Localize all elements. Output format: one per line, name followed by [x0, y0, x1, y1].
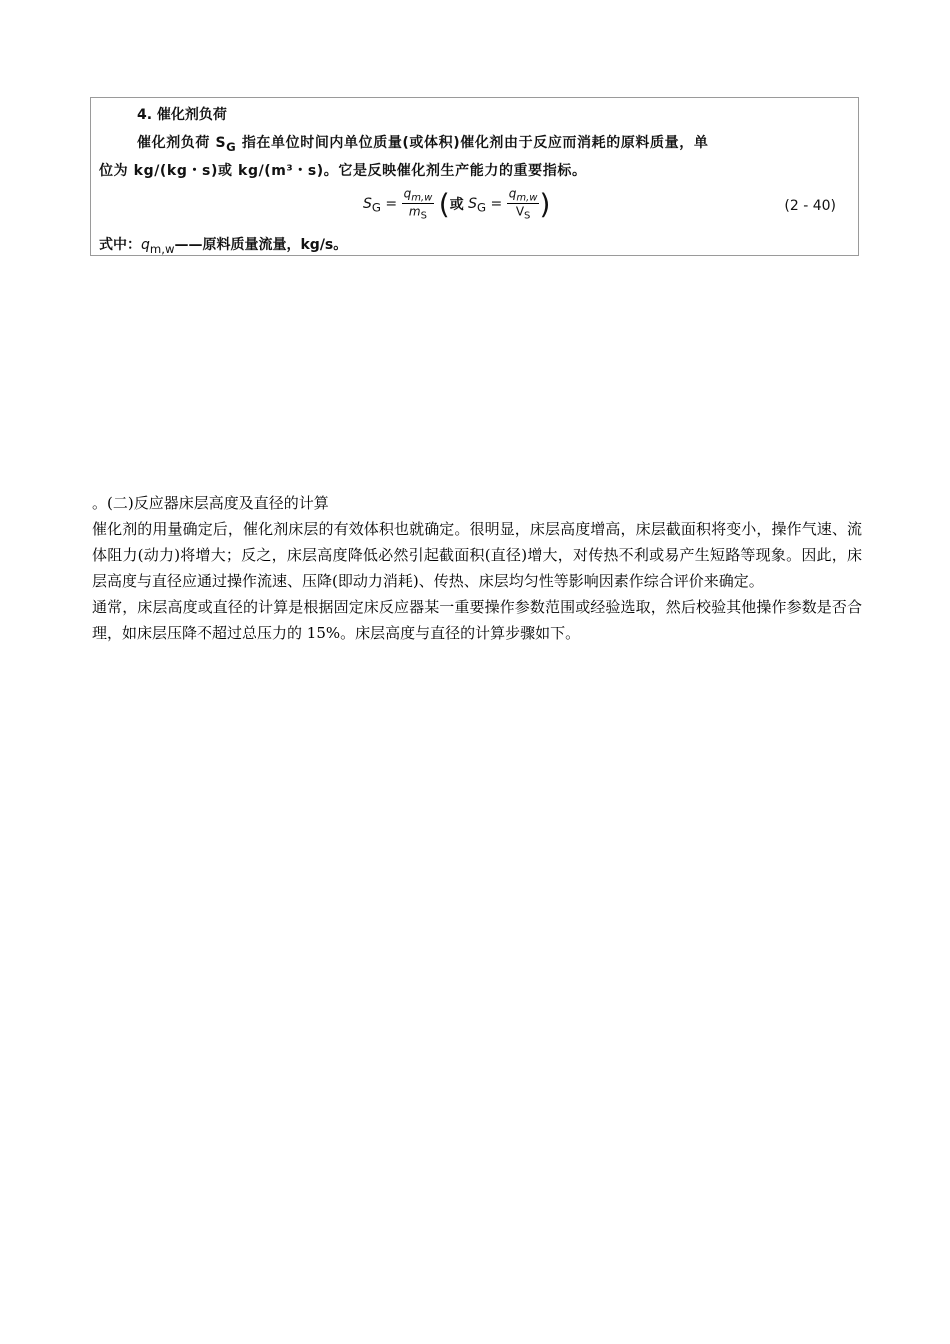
equation-number: (2 - 40) — [784, 198, 836, 214]
numerator-2-subscript: m,w — [516, 192, 538, 204]
numerator-subscript: m,w — [411, 192, 433, 204]
section-title: 。(二)反应器床层高度及直径的计算 — [92, 494, 329, 512]
formula-or: 或 — [449, 196, 464, 213]
fraction-denominator — [402, 204, 435, 221]
paragraph-1: 催化剂的用量确定后，催化剂床层的有效体积也就确定。很明显，床层高度增高，床层截面积将变小，操作气速、流体阻力(动力)将增大；反之，床层高度降低必然引起截面积(直径)增大，对传热不利或易产生短路等现象。因此，床层高度与直径应通过操作流速、压降(即动力消耗)、传热、床层均匀性等影响因素作综合评价来确定。 — [92, 520, 862, 590]
formula-catalyst-load — [363, 186, 550, 228]
fraction-2-denominator — [507, 204, 540, 221]
fraction-numerator — [402, 186, 435, 204]
excerpt-line-1 — [137, 132, 708, 154]
denominator-2-subscript: S — [524, 210, 531, 222]
formula-equals-2: = — [490, 195, 503, 212]
excerpt-line-1-rest: 指在单位时间内单位质量(或体积)催化剂由于反应而消耗的原料质量，单 — [236, 135, 709, 151]
formula-fraction-volume — [507, 186, 540, 222]
paragraph-2: 通常，床层高度或直径的计算是根据固定床反应器某一重要操作参数范围或经验选取，然后校验其他操作参数是否合理，如床层压降不超过总压力的 15%。床层高度与直径的计算步骤如下。 — [92, 598, 862, 642]
open-paren: ( — [438, 187, 450, 221]
excerpt-heading: 4. 催化剂负荷 — [137, 107, 227, 123]
formula-lhs-2: S — [468, 195, 478, 212]
note-variable: q — [141, 237, 150, 253]
formula-fraction-mass — [402, 186, 435, 222]
excerpt-line-1-subscript: G — [226, 139, 237, 154]
formula-equals: = — [385, 195, 398, 212]
formula-note — [99, 234, 347, 256]
note-prefix: 式中： — [99, 237, 141, 253]
close-paren: ) — [539, 187, 551, 221]
excerpt-line-1-start: 催化剂负荷 S — [137, 135, 227, 151]
fraction-2-numerator — [507, 186, 540, 204]
numerator-symbol: q — [403, 186, 412, 201]
formula-lhs: S — [363, 195, 372, 212]
denominator-symbol: m — [408, 204, 421, 219]
numerator-2-symbol: q — [508, 186, 517, 201]
note-rest: ——原料质量流量，kg/s。 — [174, 237, 348, 253]
note-variable-sub: m,w — [149, 241, 175, 256]
excerpt-line-2: 位为 kg/(kg・s)或 kg/(m³・s)。它是反映催化剂生产能力的重要指标。 — [99, 163, 587, 179]
formula-lhs-2-sub: G — [477, 200, 487, 215]
scanned-textbook-excerpt — [90, 97, 859, 256]
section-body — [92, 490, 862, 646]
denominator-2-symbol: V — [515, 204, 525, 219]
formula-lhs-sub: G — [371, 200, 381, 215]
denominator-subscript: S — [420, 210, 427, 222]
